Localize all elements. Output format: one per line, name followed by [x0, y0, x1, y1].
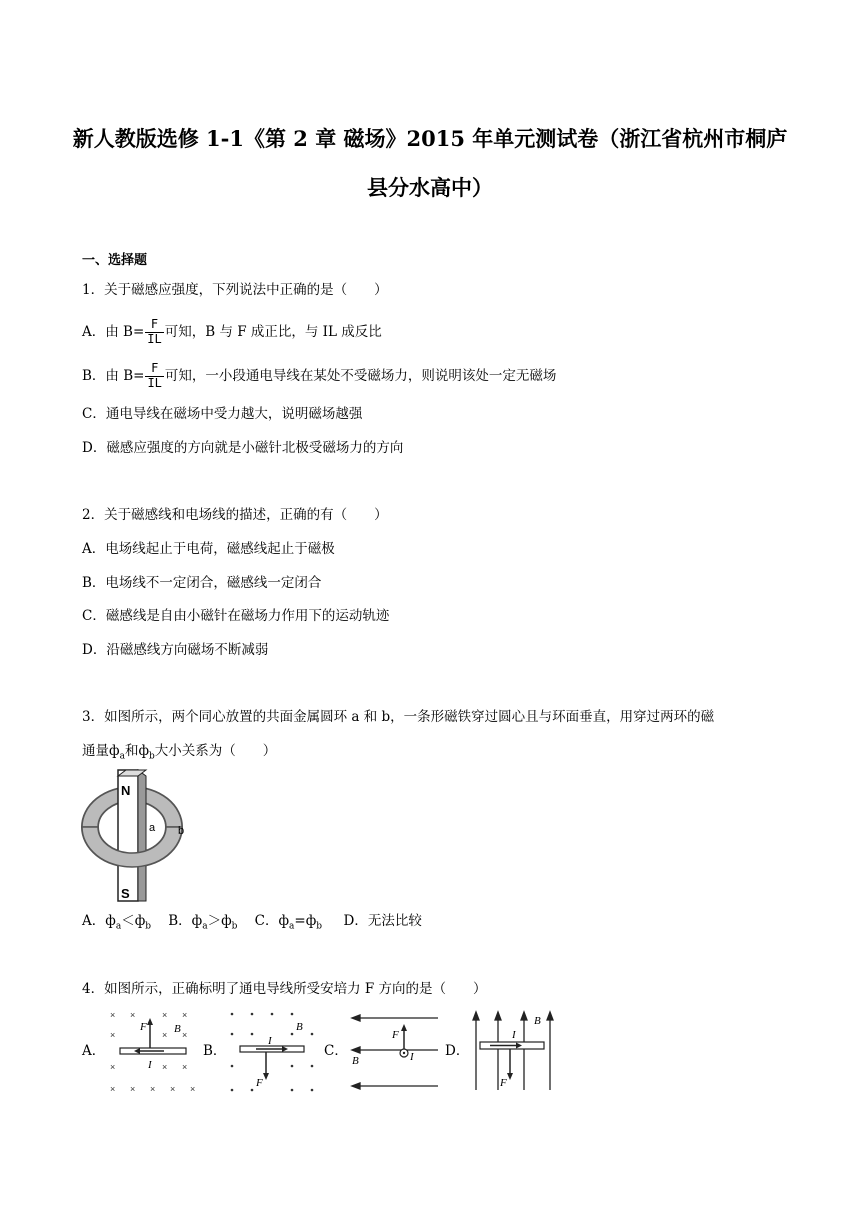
q1-option-d: D．磁感应强度的方向就是小磁针北极受磁场力的方向	[82, 440, 404, 456]
q4-option-b-label: B．	[203, 1043, 227, 1059]
q1-a-prefix: A．由 B=	[82, 323, 145, 340]
q3-options	[82, 915, 422, 932]
q4-figure-c	[346, 1008, 442, 1096]
svg-text:×: ×	[110, 1010, 116, 1020]
field-lines-left	[352, 1015, 438, 1089]
q3-stem-line-1: 3．如图所示，两个同心放置的共面金属圆环 a 和 b，一条形磁铁穿过圆心且与环面垂直，用穿过两环的磁	[82, 709, 715, 725]
svg-text:×: ×	[130, 1010, 136, 1020]
svg-text:×: ×	[130, 1084, 136, 1094]
relation: ＞	[207, 913, 222, 929]
q1-a-suffix: 可知，B 与 F 成正比，与 IL 成反比	[164, 323, 382, 340]
subscript-b: b	[316, 921, 323, 932]
field-label: B	[352, 1055, 359, 1067]
current-label: I	[512, 1029, 516, 1041]
fraction-f-over-il	[145, 362, 163, 391]
q3-stem-line-2	[82, 745, 276, 762]
q1-option-c: C．通电导线在磁场中受力越大，说明磁场越强	[82, 406, 363, 422]
subscript-b: b	[145, 921, 152, 932]
svg-text:×: ×	[170, 1084, 176, 1094]
q2-option-a: A．电场线起止于电荷，磁感线起止于磁极	[82, 541, 335, 557]
q4-figure-a	[106, 1008, 198, 1096]
q4-option-d-label: D．	[445, 1043, 470, 1059]
q3-option-b	[168, 913, 238, 932]
q1-option-b	[82, 362, 556, 391]
q3-option-a	[82, 913, 152, 932]
q4-figure-d	[468, 1010, 560, 1092]
field-label: B	[174, 1023, 181, 1035]
ring-a-label: a	[149, 822, 156, 834]
svg-text:×: ×	[162, 1030, 168, 1040]
current-label: I	[410, 1051, 414, 1063]
svg-text:×: ×	[110, 1062, 116, 1072]
phi-symbol: ф	[191, 913, 203, 929]
q1-b-suffix: 可知，一小段通电导线在某处不受磁场力，则说明该处一定无磁场	[164, 367, 557, 384]
q2-option-d: D．沿磁感线方向磁场不断减弱	[82, 642, 269, 658]
relation: =	[294, 913, 306, 929]
option-label: C．	[254, 913, 279, 929]
svg-text:×: ×	[182, 1030, 188, 1040]
svg-text:×: ×	[190, 1084, 196, 1094]
q4-option-c-label: C．	[324, 1043, 348, 1059]
field-label: B	[534, 1015, 541, 1027]
field-label: B	[296, 1021, 303, 1033]
subscript-a: a	[115, 921, 122, 932]
fraction-f-over-il	[145, 318, 163, 347]
svg-text:×: ×	[110, 1084, 116, 1094]
q2-option-c: C．磁感线是自由小磁针在磁场力作用下的运动轨迹	[82, 608, 390, 624]
relation: ＜	[121, 913, 135, 929]
q2-stem: 2．关于磁感线和电场线的描述，正确的有（ ）	[82, 507, 388, 523]
phi-symbol: ф	[109, 743, 120, 759]
current-label: I	[268, 1035, 272, 1047]
phi-symbol: ф	[305, 913, 317, 929]
subscript-a: a	[289, 921, 295, 932]
fraction-numerator: F	[145, 362, 163, 377]
force-label: F	[256, 1077, 263, 1089]
option-label: A．	[82, 913, 106, 929]
q4-figure-b	[226, 1008, 318, 1096]
q3-text: 和	[124, 743, 139, 759]
subscript-a: a	[119, 751, 125, 762]
document-title-line-1: 新人教版选修 1-1《第 2 章 磁场》2015 年单元测试卷（浙江省杭州市桐庐	[72, 126, 788, 151]
subscript-a: a	[202, 921, 208, 932]
current-label: I	[148, 1059, 152, 1071]
fraction-numerator: F	[145, 318, 163, 333]
q3-text: 通量	[82, 743, 109, 759]
svg-text:×: ×	[182, 1010, 188, 1020]
svg-text:×: ×	[162, 1062, 168, 1072]
phi-symbol: ф	[138, 743, 150, 759]
section-heading: 一、选择题	[82, 253, 148, 268]
force-label: F	[500, 1077, 507, 1089]
q4-stem: 4．如图所示，正确标明了通电导线所受安培力 F 方向的是（ ）	[82, 981, 487, 997]
svg-text:×: ×	[110, 1030, 116, 1040]
q3-magnet-rings-figure	[80, 768, 192, 904]
svg-text:×: ×	[150, 1084, 156, 1094]
force-label: F	[392, 1029, 399, 1041]
subscript-b: b	[231, 921, 238, 932]
q1-b-prefix: B．由 B=	[82, 367, 145, 384]
south-pole-label: S	[121, 886, 130, 901]
svg-text:×: ×	[162, 1010, 168, 1020]
document-title-line-2: 县分水高中）	[367, 175, 493, 200]
q3-option-d: D．无法比较	[343, 913, 422, 929]
subscript-b: b	[149, 751, 155, 762]
fraction-denominator: IL	[147, 375, 162, 390]
north-pole-label: N	[121, 783, 131, 798]
q3-text: 大小关系为（ ）	[154, 743, 277, 759]
phi-symbol: ф	[278, 913, 290, 929]
q1-stem: 1．关于磁感应强度，下列说法中正确的是（ ）	[82, 282, 388, 298]
field-lines-up	[473, 1012, 553, 1090]
phi-symbol: ф	[105, 913, 116, 929]
fraction-denominator: IL	[147, 331, 162, 346]
q2-option-b: B．电场线不一定闭合，磁感线一定闭合	[82, 575, 322, 591]
q4-option-a-label: A．	[82, 1043, 106, 1059]
svg-text:×: ×	[182, 1062, 188, 1072]
option-label: B．	[168, 913, 192, 929]
phi-symbol: ф	[134, 913, 146, 929]
q1-option-a	[82, 318, 382, 347]
force-label: F	[140, 1021, 147, 1033]
ring-b-label: b	[178, 825, 185, 837]
q3-option-c	[254, 913, 323, 932]
phi-symbol: ф	[221, 913, 232, 929]
